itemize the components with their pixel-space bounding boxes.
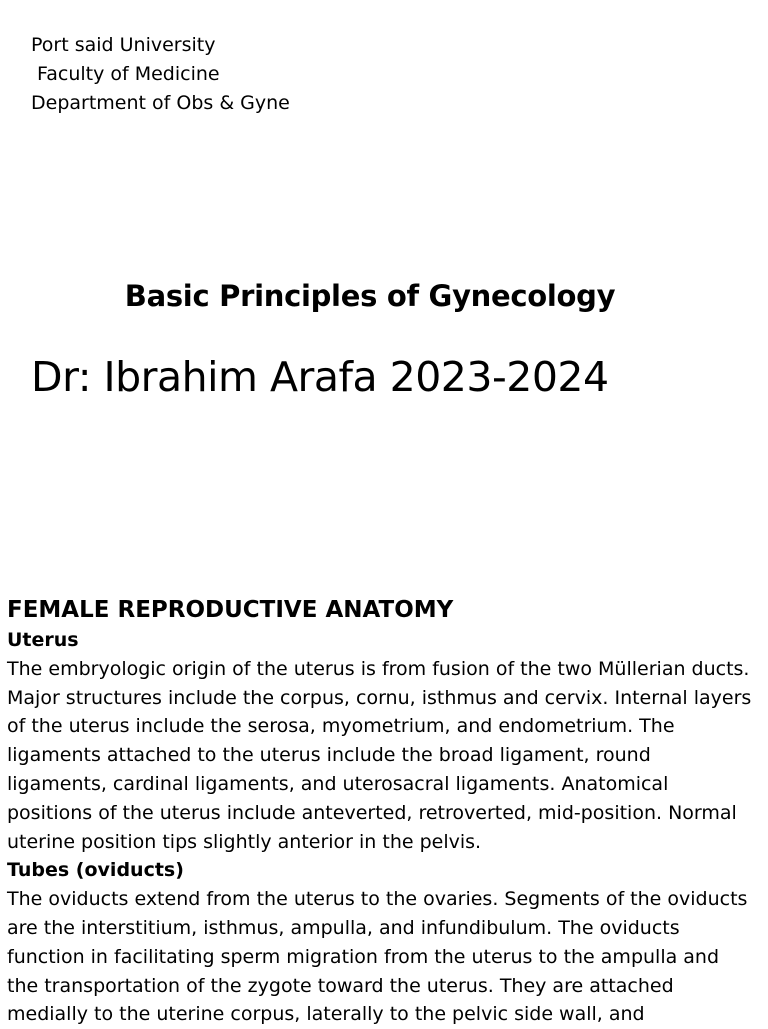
- section-title: FEMALE REPRODUCTIVE ANATOMY: [7, 597, 454, 623]
- document-title: Basic Principles of Gynecology: [124, 279, 616, 313]
- uterus-heading: Uterus: [7, 629, 79, 651]
- university-name: Port said University: [31, 34, 216, 56]
- institution-header: [31, 31, 290, 118]
- uterus-paragraph: The embryologic origin of the uterus is from fusion of the two Müllerian ducts. Major structures include the corpus, cornu, isthmus and cervix. Internal layers of the uterus include the serosa, myometrium, and endometrium. The ligaments attached to the uterus include the broad ligament, round ligaments, cardinal ligaments, and uterosacral ligaments. Anatomical positions of the uterus include anteverted, retroverted, mid-position. Normal uterine position tips slightly anterior in the pelvis.: [7, 657, 752, 853]
- faculty-name: Faculty of Medicine: [31, 63, 220, 85]
- document-body: [7, 594, 755, 1029]
- tubes-paragraph: The oviducts extend from the uterus to the ovaries. Segments of the oviducts are the interstitium, isthmus, ampulla, and infundibulum. The oviducts function in facilitating sperm migration from the uterus to the ampulla and the transportation of the zygote toward the uterus. They are attached medially to the uterine corpus, laterally to the pelvic side wall, and: [7, 888, 748, 1026]
- tubes-heading: Tubes (oviducts): [7, 859, 184, 882]
- author-line: Dr: Ibrahim Arafa 2023-2024: [31, 353, 609, 401]
- department-name: Department of Obs & Gyne: [31, 92, 290, 114]
